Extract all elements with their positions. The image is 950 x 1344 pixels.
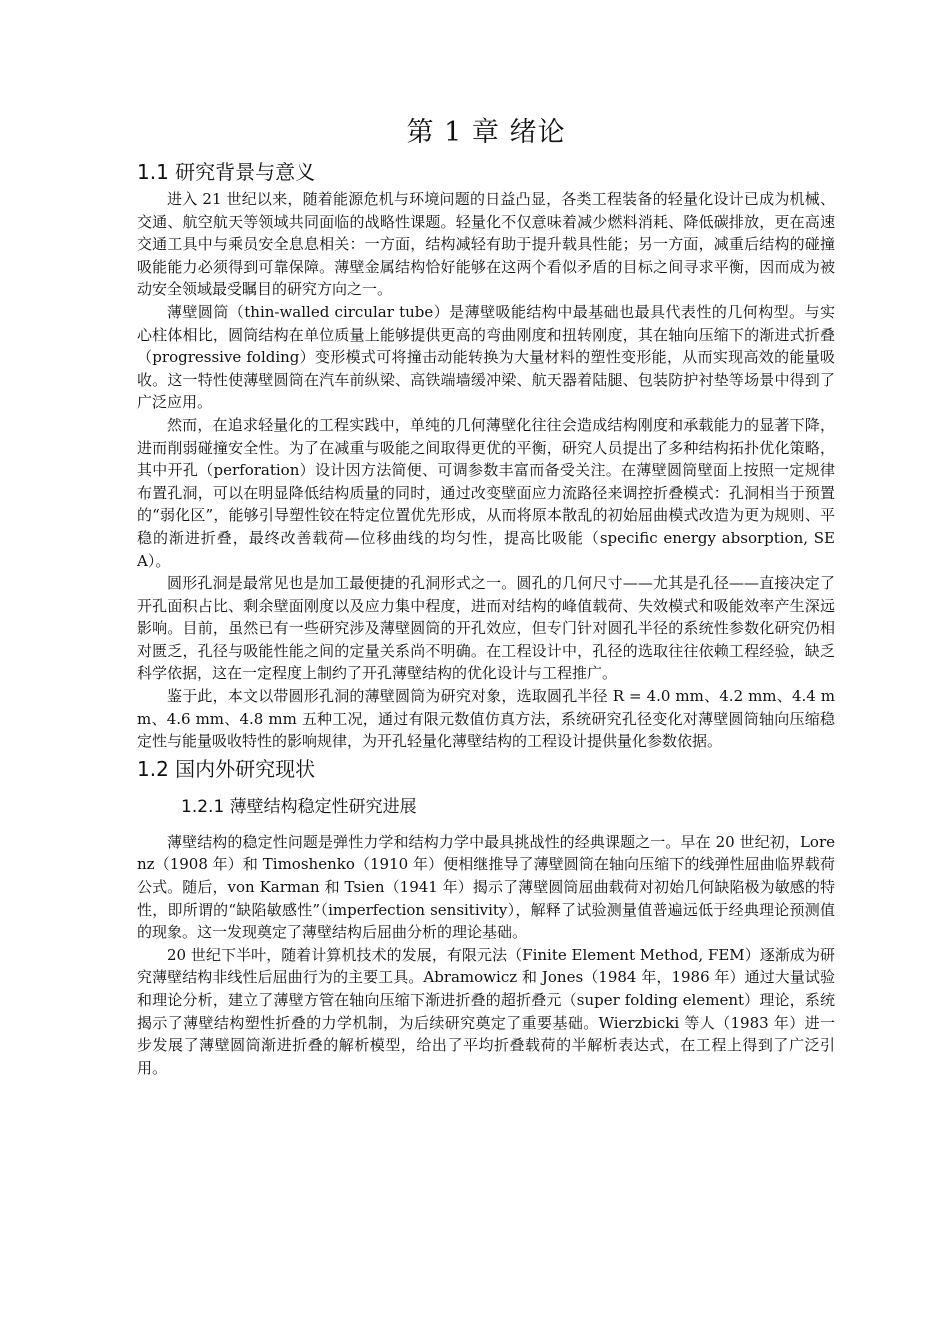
paragraph: 鉴于此，本文以带圆形孔洞的薄壁圆筒为研究对象，选取圆孔半径 R = 4.0 mm、4.2 mm、4.4 mm、4.6 mm、4.8 mm 五种工况，通过有限元数值仿真方法，系统研究孔径变化对薄壁圆筒轴向压缩稳定性与能量吸收特性的影响规律，为开孔轻量化薄壁结构的工程设计提供量化参数依据。	[137, 687, 835, 751]
subsection-title-1-2-1: 1.2.1 薄壁结构稳定性研究进展	[181, 796, 417, 817]
paragraph: 然而，在追求轻量化的工程实践中，单纯的几何薄壁化往往会造成结构刚度和承载能力的显著下降，进而削弱碰撞安全性。为了在减重与吸能之间取得更优的平衡，研究人员提出了多种结构拓扑优化策略，其中开孔（perforation）设计因方法简便、可调参数丰富而备受关注。在薄壁圆筒壁面上按照一定规律布置孔洞，可以在明显降低结构质量的同时，通过改变壁面应力流路径来调控折叠模式：孔洞相当于预置的“弱化区”，能够引导塑性铰在特定位置优先形成，从而将原本散乱的初始屈曲模式改造为更为规则、平稳的渐进折叠，最终改善载荷—位移曲线的均匀性，提高比吸能（specific energy absorption, SEA）。	[137, 415, 835, 570]
paragraph: 圆形孔洞是最常见也是加工最便捷的孔洞形式之一。圆孔的几何尺寸——尤其是孔径——直接决定了开孔面积占比、剩余壁面刚度以及应力集中程度，进而对结构的峰值载荷、失效模式和吸能效率产生深远影响。目前，虽然已有一些研究涉及薄壁圆筒的开孔效应，但专门针对圆孔半径的系统性参数化研究仍相对匮乏，孔径与吸能性能之间的定量关系尚不明确。在工程设计中，孔径的选取往往依赖工程经验，缺乏科学依据，这在一定程度上制约了开孔薄壁结构的优化设计与工程推广。	[137, 574, 835, 683]
document-page	[137, 112, 835, 1079]
paragraph: 进入 21 世纪以来，随着能源危机与环境问题的日益凸显，各类工程装备的轻量化设计已成为机械、交通、航空航天等领域共同面临的战略性课题。轻量化不仅意味着减少燃料消耗、降低碳排放，更在高速交通工具中与乘员安全息息相关：一方面，结构减轻有助于提升载具性能；另一方面，减重后结构的碰撞吸能能力必须得到可靠保障。薄壁金属结构恰好能够在这两个看似矛盾的目标之间寻求平衡，因而成为被动安全领域最受瞩目的研究方向之一。	[137, 190, 835, 299]
chapter-title: 第 1 章 绪论	[406, 117, 566, 148]
paragraph: 薄壁结构的稳定性问题是弹性力学和结构力学中最具挑战性的经典课题之一。早在 20 世纪初，Lorenz（1908 年）和 Timoshenko（1910 年）便相继推导了薄壁圆筒在轴向压缩下的线弹性屈曲临界载荷公式。随后，von Karman 和 Tsien（1941 年）揭示了薄壁圆筒屈曲载荷对初始几何缺陷极为敏感的特性，即所谓的“缺陷敏感性”（imperfection sensitivity），解释了试验测量值普遍远低于经典理论预测值的现象。这一发现奠定了薄壁结构后屈曲分析的理论基础。	[137, 832, 835, 942]
section-title-1-1: 1.1 研究背景与意义	[137, 160, 316, 184]
paragraph: 20 世纪下半叶，随着计算机技术的发展，有限元法（Finite Element Method, FEM）逐渐成为研究薄壁结构非线性后屈曲行为的主要工具。Abramowicz 和 Jones（1984 年，1986 年）通过大量试验和理论分析，建立了薄壁方管在轴向压缩下渐进折叠的超折叠元（super folding element）理论，系统揭示了薄壁结构塑性折叠的力学机制，为后续研究奠定了重要基础。Wierzbicki 等人（1983 年）进一步发展了薄壁圆筒渐进折叠的解析模型，给出了平均折叠载荷的半解析表达式，在工程上得到了广泛引用。	[137, 945, 835, 1077]
section-title-1-2: 1.2 国内外研究现状	[137, 756, 316, 781]
paragraph: 薄壁圆筒（thin-walled circular tube）是薄壁吸能结构中最基础也最具代表性的几何构型。与实心柱体相比，圆筒结构在单位质量上能够提供更高的弯曲刚度和扭转刚度，其在轴向压缩下的渐进式折叠（progressive folding）变形模式可将撞击动能转换为大量材料的塑性变形能，从而实现高效的能量吸收。这一特性使薄壁圆筒在汽车前纵梁、高铁端墙缓冲梁、航天器着陆腿、包装防护衬垫等场景中得到了广泛应用。	[137, 302, 835, 412]
